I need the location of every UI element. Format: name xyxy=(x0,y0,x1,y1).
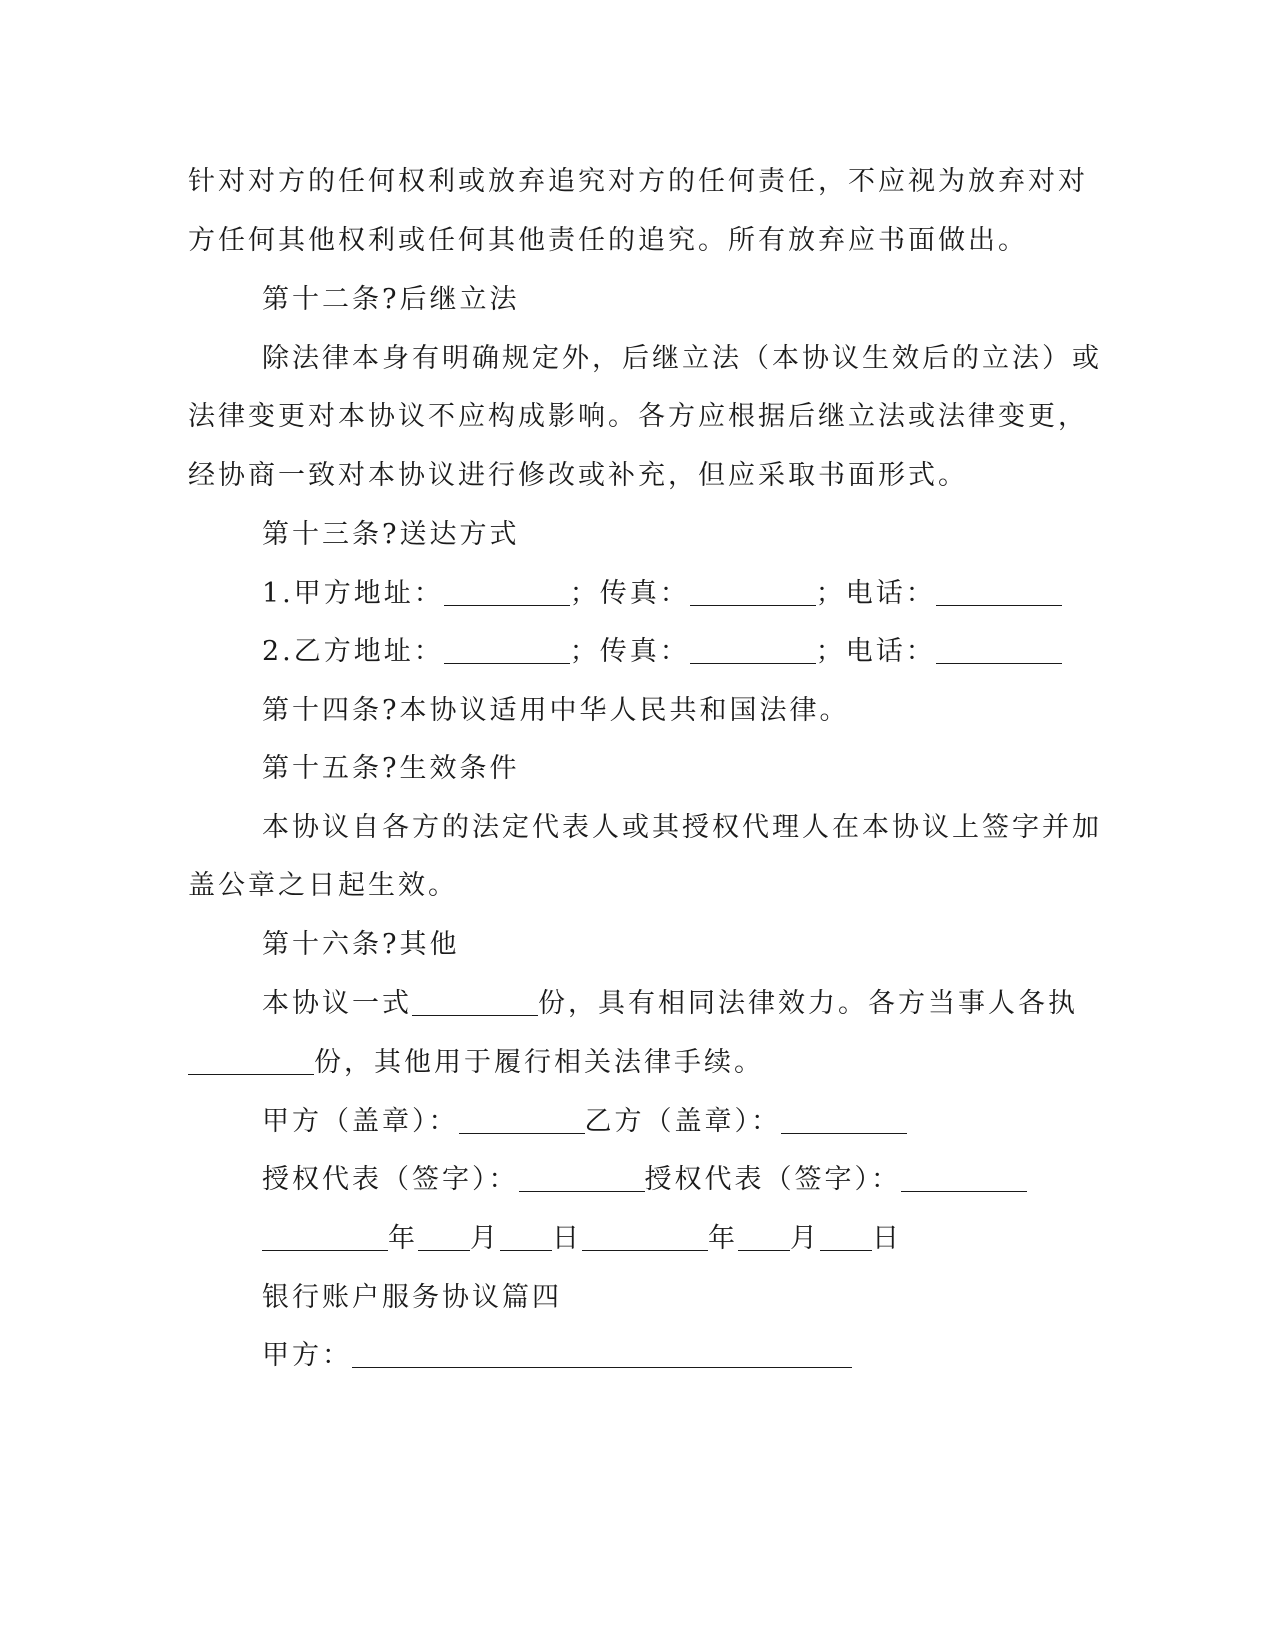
party-a-address-label: 1.甲方地址： xyxy=(262,578,444,609)
party-b-address-blank[interactable] xyxy=(444,633,570,664)
month-label-b: 月 xyxy=(790,1223,820,1254)
party-a-fax-blank[interactable] xyxy=(690,575,816,606)
next-party-a-label: 甲方： xyxy=(262,1340,352,1371)
party-a-rep-blank[interactable] xyxy=(519,1161,645,1192)
party-b-rep-label: 授权代表（签字）： xyxy=(644,1164,901,1195)
party-a-seal-blank[interactable] xyxy=(459,1103,585,1134)
article-16-line-2 xyxy=(188,1043,764,1083)
party-a-fax-label: ；传真： xyxy=(569,578,690,609)
copies-prefix: 本协议一式 xyxy=(262,988,412,1019)
party-a-phone-blank[interactable] xyxy=(936,575,1062,606)
party-a-phone-label: ；电话： xyxy=(815,578,936,609)
article-12-heading: 第十二条?后继立法 xyxy=(262,284,520,315)
article-16-line-1 xyxy=(262,984,1078,1024)
article-14-text: 第十四条?本协议适用中华人民共和国法律。 xyxy=(262,695,850,726)
party-b-seal-blank[interactable] xyxy=(781,1103,907,1134)
party-b-day-blank[interactable] xyxy=(820,1220,872,1251)
party-b-seal-label: 乙方（盖章）： xyxy=(584,1106,781,1137)
copies-each-suffix: 份，其他用于履行相关法律手续。 xyxy=(314,1047,764,1078)
party-a-seal-label: 甲方（盖章）： xyxy=(262,1106,459,1137)
month-label-a: 月 xyxy=(470,1223,500,1254)
article-15-line-1: 本协议自各方的法定代表人或其授权代理人在本协议上签字并加 xyxy=(262,812,1102,843)
party-b-fax-label: ；传真： xyxy=(569,636,690,667)
year-label-a: 年 xyxy=(388,1223,418,1254)
day-label-a: 日 xyxy=(552,1223,582,1254)
party-b-phone-label: ；电话： xyxy=(815,636,936,667)
party-b-month-blank[interactable] xyxy=(738,1220,790,1251)
party-a-day-blank[interactable] xyxy=(500,1220,552,1251)
date-line xyxy=(262,1219,902,1259)
party-a-month-blank[interactable] xyxy=(418,1220,470,1251)
article-12-line-2: 法律变更对本协议不应构成影响。各方应根据后继立法或法律变更， xyxy=(188,401,1088,432)
article-15-heading: 第十五条?生效条件 xyxy=(262,753,520,784)
next-party-a-line xyxy=(262,1336,852,1376)
party-b-address-label: 2.乙方地址： xyxy=(262,636,444,667)
article-15-line-2: 盖公章之日起生效。 xyxy=(188,870,458,901)
party-a-rep-label: 授权代表（签字）： xyxy=(262,1164,519,1195)
article-12-line-1: 除法律本身有明确规定外，后继立法（本协议生效后的立法）或 xyxy=(262,343,1102,374)
article-12-line-3: 经协商一致对本协议进行修改或补充，但应采取书面形式。 xyxy=(188,460,968,491)
copies-each-blank[interactable] xyxy=(188,1044,314,1075)
copies-suffix: 份，具有相同法律效力。各方当事人各执 xyxy=(538,988,1078,1019)
party-b-rep-blank[interactable] xyxy=(901,1161,1027,1192)
representative-line xyxy=(262,1160,1027,1200)
article-13-heading: 第十三条?送达方式 xyxy=(262,519,520,550)
party-a-year-blank[interactable] xyxy=(262,1220,388,1251)
party-a-address-blank[interactable] xyxy=(444,575,570,606)
seal-line xyxy=(262,1102,907,1142)
day-label-b: 日 xyxy=(872,1223,902,1254)
party-b-fax-blank[interactable] xyxy=(690,633,816,664)
waiver-line-1: 针对对方的任何权利或放弃追究对方的任何责任，不应视为放弃对对 xyxy=(188,166,1088,197)
party-b-year-blank[interactable] xyxy=(582,1220,708,1251)
next-party-a-blank[interactable] xyxy=(352,1337,852,1368)
total-copies-blank[interactable] xyxy=(412,985,538,1016)
next-section-title: 银行账户服务协议篇四 xyxy=(262,1282,562,1313)
party-b-phone-blank[interactable] xyxy=(936,633,1062,664)
waiver-line-2: 方任何其他权利或任何其他责任的追究。所有放弃应书面做出。 xyxy=(188,225,1028,256)
party-a-contact-line xyxy=(262,574,1062,614)
year-label-b: 年 xyxy=(708,1223,738,1254)
article-16-heading: 第十六条?其他 xyxy=(262,929,460,960)
party-b-contact-line xyxy=(262,632,1062,672)
